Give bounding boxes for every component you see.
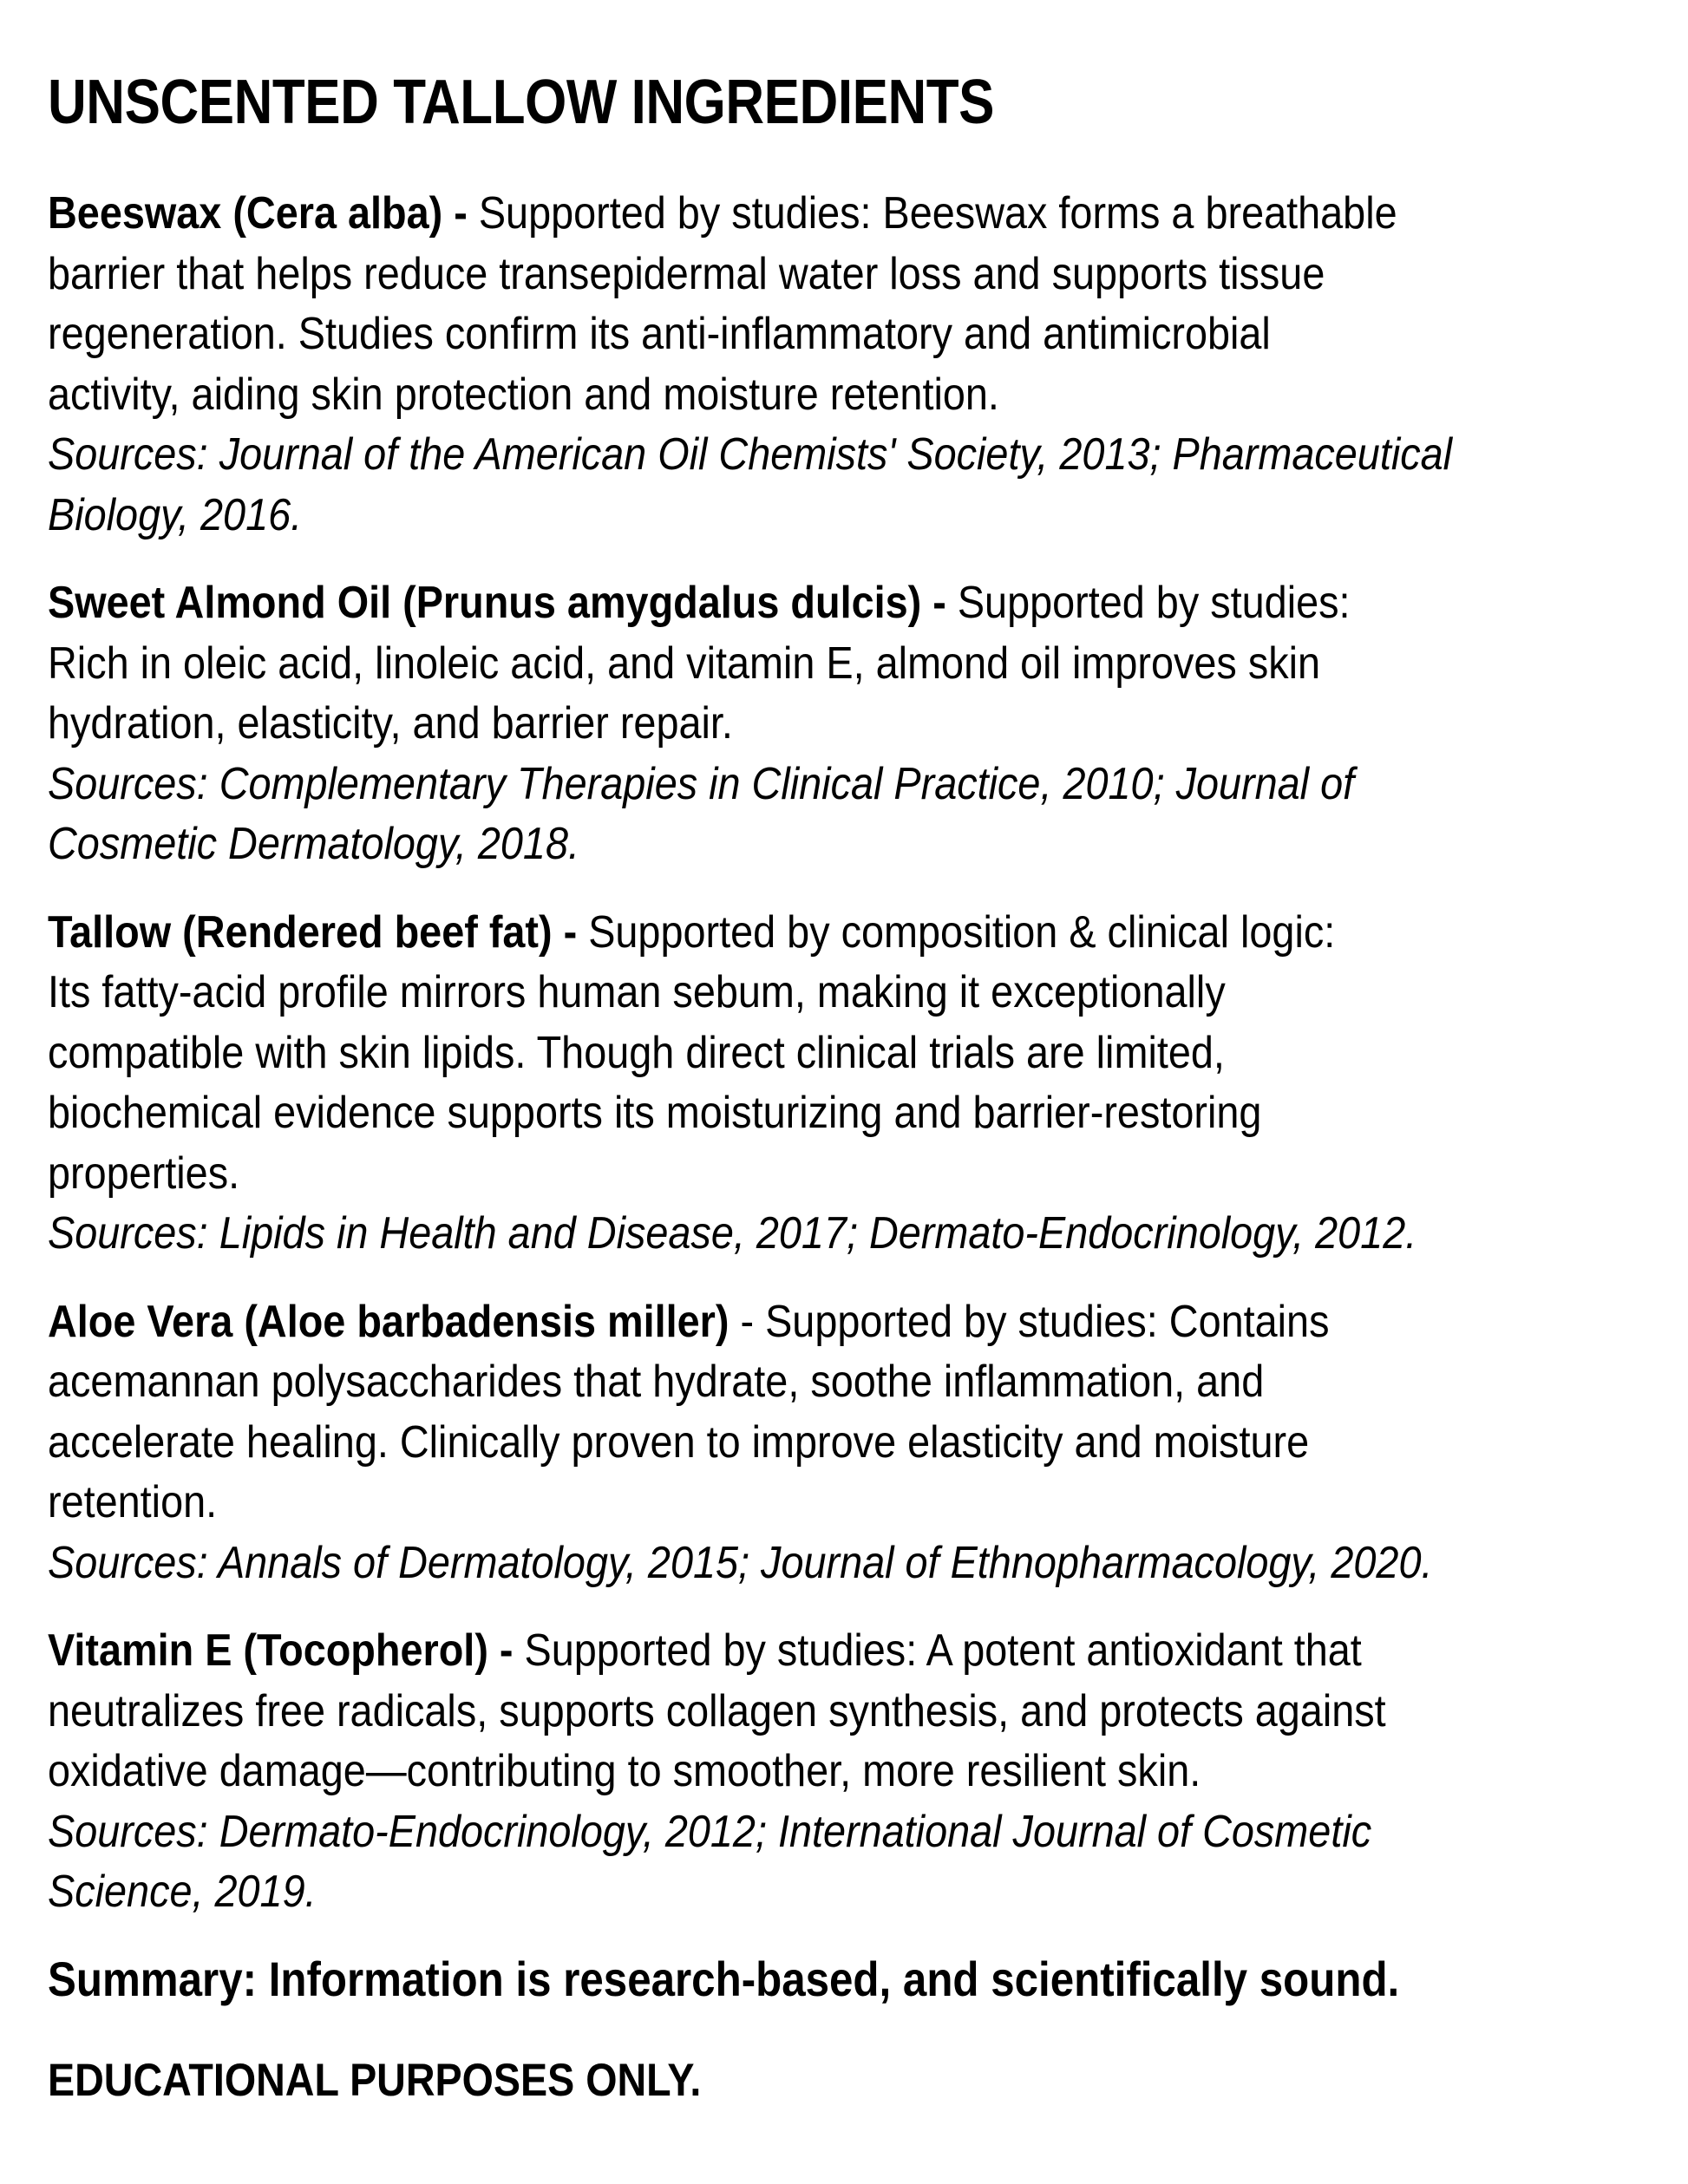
ingredient-text-line: Supported by studies: Contains xyxy=(765,1296,1330,1347)
ingredient-text-line: Its fatty-acid profile mirrors human sebum, making it exceptionally xyxy=(48,967,1226,1017)
ingredient-name: Beeswax (Cera alba) xyxy=(48,188,443,239)
ingredient-text-line: Supported by studies: A potent antioxidant that xyxy=(524,1625,1362,1676)
ingredient-name: Aloe Vera (Aloe barbadensis miller) xyxy=(48,1296,730,1347)
ingredient-separator: - xyxy=(921,578,958,628)
ingredient-sources-line: Sources: Annals of Dermatology, 2015; Journal of Ethnopharmacology, 2020. xyxy=(48,1537,1433,1588)
ingredient-sources-line: Biology, 2016. xyxy=(48,489,303,540)
ingredient-text-line: retention. xyxy=(48,1477,218,1527)
ingredient-text-line: Supported by studies: Beeswax forms a breathable xyxy=(478,188,1397,239)
ingredient-entry-aloe-vera xyxy=(48,1292,1688,1594)
ingredient-entry-vitamin-e xyxy=(48,1621,1688,1923)
ingredient-text-line: Supported by studies: xyxy=(957,578,1351,628)
ingredient-text-line: barrier that helps reduce transepidermal water loss and supports tissue xyxy=(48,248,1325,299)
ingredient-sources-line: Sources: Complementary Therapies in Clinical Practice, 2010; Journal of xyxy=(48,758,1355,809)
ingredient-list xyxy=(48,184,1688,1951)
ingredient-separator: - xyxy=(442,188,479,239)
ingredient-text-line: activity, aiding skin protection and moisture retention. xyxy=(48,369,999,420)
page-title: UNSCENTED TALLOW INGREDIENTS xyxy=(48,68,995,137)
ingredient-entry-sweet-almond-oil xyxy=(48,573,1688,875)
ingredient-text-line: regeneration. Studies confirm its anti-inflammatory and antimicrobial xyxy=(48,309,1271,359)
ingredient-text-line: hydration, elasticity, and barrier repair. xyxy=(48,698,733,749)
ingredient-first-line xyxy=(48,1621,1687,1682)
ingredient-text-line: biochemical evidence supports its moisturizing and barrier-restoring xyxy=(48,1088,1262,1138)
ingredient-sources-line: Cosmetic Dermatology, 2018. xyxy=(48,819,579,869)
ingredient-separator: - xyxy=(487,1625,525,1676)
ingredient-separator: - xyxy=(552,906,589,958)
ingredient-text-line: properties. xyxy=(48,1148,240,1199)
ingredient-text-line: oxidative damage—contributing to smoother, more resilient skin. xyxy=(48,1746,1201,1796)
ingredient-sources-line: Science, 2019. xyxy=(48,1867,317,1917)
ingredient-text-line: acemannan polysaccharides that hydrate, soothe inflammation, and xyxy=(48,1357,1265,1407)
ingredient-separator: - xyxy=(729,1296,766,1347)
ingredient-first-line xyxy=(48,1292,1687,1353)
ingredient-name: Vitamin E (Tocopherol) xyxy=(48,1625,488,1676)
ingredient-first-line xyxy=(48,903,1687,964)
ingredient-sources-line: Sources: Lipids in Health and Disease, 2017; Dermato-Endocrinology, 2012. xyxy=(48,1208,1417,1259)
ingredient-text-line: Supported by composition & clinical logic: xyxy=(588,906,1336,958)
ingredient-text-line: neutralizes free radicals, supports collagen synthesis, and protects against xyxy=(48,1685,1386,1736)
ingredient-text-line: Rich in oleic acid, linoleic acid, and vitamin E, almond oil improves skin xyxy=(48,638,1321,689)
ingredient-sources-line: Sources: Dermato-Endocrinology, 2012; International Journal of Cosmetic xyxy=(48,1806,1372,1857)
ingredient-name: Sweet Almond Oil (Prunus amygdalus dulcis) xyxy=(48,578,922,628)
ingredient-first-line xyxy=(48,573,1687,634)
ingredient-name: Tallow (Rendered beef fat) xyxy=(48,906,553,958)
summary-statement: Summary: Information is research-based, and scientifically sound. xyxy=(48,1952,1400,2006)
ingredient-sources-line: Sources: Journal of the American Oil Chemists' Society, 2013; Pharmaceutical xyxy=(48,429,1453,480)
ingredient-entry-tallow xyxy=(48,903,1688,1265)
ingredient-text-line: compatible with skin lipids. Though direct clinical trials are limited, xyxy=(48,1027,1225,1078)
educational-disclaimer: EDUCATIONAL PURPOSES ONLY. xyxy=(48,2055,702,2106)
ingredient-entry-beeswax xyxy=(48,184,1688,546)
ingredient-first-line xyxy=(48,184,1687,245)
ingredient-text-line: accelerate healing. Clinically proven to improve elasticity and moisture xyxy=(48,1416,1310,1468)
